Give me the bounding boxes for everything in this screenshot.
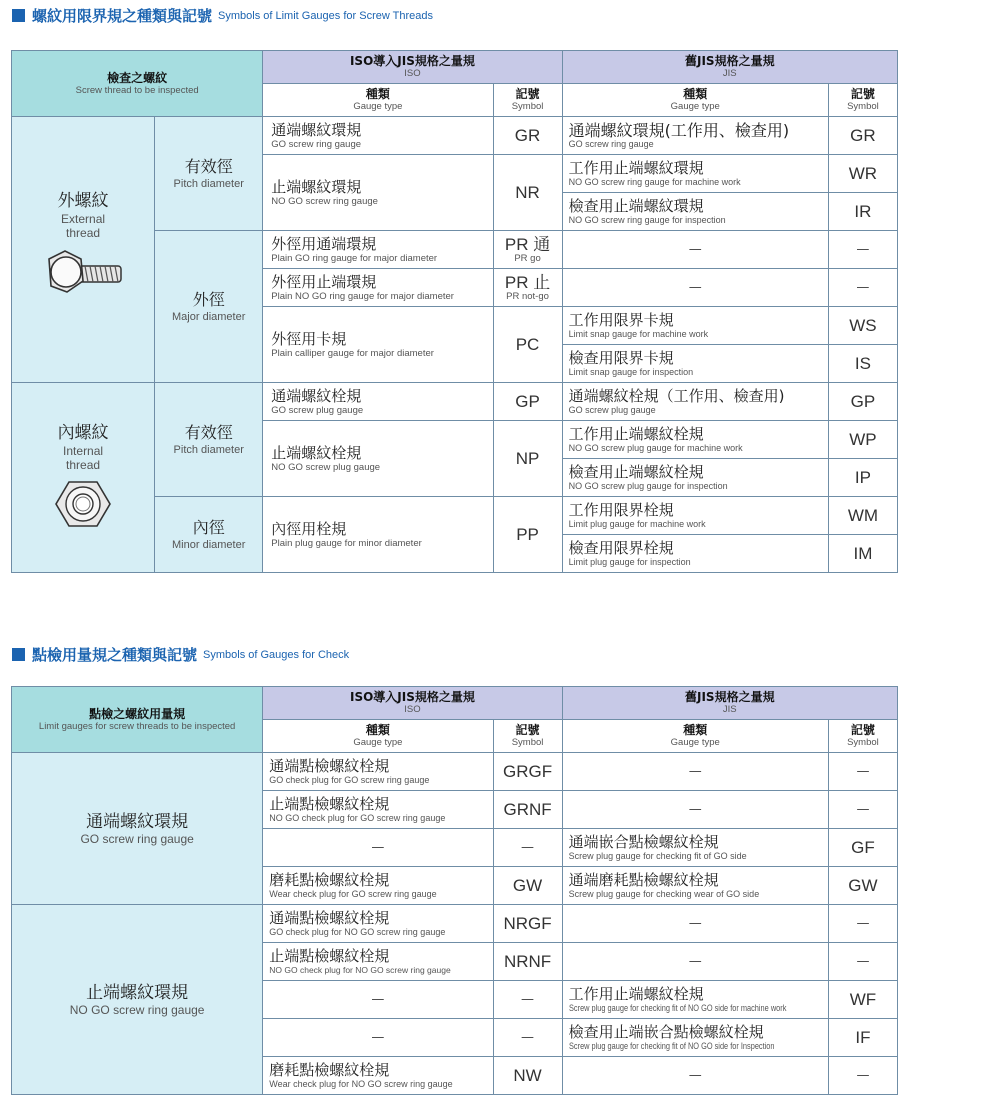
iso-pr-go-cell: 外徑用通端環規 Plain GO ring gauge for major diameter bbox=[263, 231, 493, 269]
jis-gf-symbol: GF bbox=[828, 829, 897, 867]
jis-wp-cell: 工作用止端螺紋栓規 NO GO screw plug gauge for machine work bbox=[562, 421, 828, 459]
jis-if-symbol: IF bbox=[828, 1019, 897, 1057]
jis-gr-symbol: GR bbox=[828, 117, 897, 155]
iso-nr-symbol: NR bbox=[493, 155, 562, 231]
jis-gw-symbol: GW bbox=[828, 867, 897, 905]
iso-grnf-symbol: GRNF bbox=[493, 791, 562, 829]
inspected-thread-header: 檢查之螺紋 Screw thread to be inspected bbox=[12, 51, 263, 117]
jis-ir-cell: 檢查用止端螺紋環規 NO GO screw ring gauge for inspection bbox=[562, 193, 828, 231]
iso-pp-symbol: PP bbox=[493, 497, 562, 573]
jis-gr-cell: 通端螺紋環規(工作用、檢查用) GO screw ring gauge bbox=[562, 117, 828, 155]
nogo-ring-gauge-cell: 止端螺紋環規 NO GO screw ring gauge bbox=[12, 905, 263, 1095]
jis-dash: — bbox=[828, 269, 897, 307]
go-ring-gauge-cell: 通端螺紋環規 GO screw ring gauge bbox=[12, 753, 263, 905]
jis-wf-symbol: WF bbox=[828, 981, 897, 1019]
iso-gp-symbol: GP bbox=[493, 383, 562, 421]
iso-pr-notgo-symbol: PR 止 PR not-go bbox=[493, 269, 562, 307]
jis-wp-symbol: WP bbox=[828, 421, 897, 459]
iso-dash: — bbox=[493, 829, 562, 867]
section2-title-zh: 點檢用量規之種類與記號 bbox=[32, 646, 198, 664]
section1-title bbox=[12, 5, 433, 26]
jis-im-cell: 檢查用限界栓規 Limit plug gauge for inspection bbox=[562, 535, 828, 573]
section-bullet-icon bbox=[12, 648, 25, 661]
iso-dash: — bbox=[263, 829, 493, 867]
iso-symbol-header: 記號 Symbol bbox=[493, 720, 562, 753]
jis-dash: — bbox=[828, 231, 897, 269]
jis-im-symbol: IM bbox=[828, 535, 897, 573]
iso-pp-cell: 內徑用栓規 Plain plug gauge for minor diameter bbox=[263, 497, 493, 573]
bolt-icon bbox=[41, 248, 125, 306]
iso-grgf-cell: 通端點檢螺紋栓規 GO check plug for GO screw ring gauge bbox=[263, 753, 493, 791]
external-thread-cell: 外螺紋 External thread bbox=[12, 117, 155, 383]
iso-pr-go-symbol: PR 通 PR go bbox=[493, 231, 562, 269]
iso-header: ISO導入JIS規格之量規 ISO bbox=[263, 687, 562, 720]
nut-icon bbox=[54, 478, 112, 530]
jis-gf-cell: 通端嵌合點檢螺紋栓規 Screw plug gauge for checking fit of GO side bbox=[562, 829, 828, 867]
iso-nw-symbol: NW bbox=[493, 1057, 562, 1095]
jis-dash: — bbox=[562, 943, 828, 981]
jis-wf-cell: 工作用止端螺紋栓規 Screw plug gauge for checking fit of NO GO side for machine work bbox=[562, 981, 828, 1019]
iso-gw-symbol: GW bbox=[493, 867, 562, 905]
jis-dash: — bbox=[828, 791, 897, 829]
iso-pc-symbol: PC bbox=[493, 307, 562, 383]
inspected-gauge-header: 點檢之螺紋用量規 Limit gauges for screw threads to be inspected bbox=[12, 687, 263, 753]
jis-dash: — bbox=[828, 905, 897, 943]
jis-dash: — bbox=[562, 905, 828, 943]
iso-symbol-header: 記號 Symbol bbox=[493, 84, 562, 117]
jis-dash: — bbox=[828, 753, 897, 791]
jis-gp-symbol: GP bbox=[828, 383, 897, 421]
iso-nr-cell: 止端螺紋環規 NO GO screw ring gauge bbox=[263, 155, 493, 231]
check-gauge-table bbox=[11, 686, 898, 1095]
iso-nrgf-cell: 通端點檢螺紋栓規 GO check plug for NO GO screw ring gauge bbox=[263, 905, 493, 943]
iso-nw-cell: 磨耗點檢螺紋栓規 Wear check plug for NO GO screw ring gauge bbox=[263, 1057, 493, 1095]
jis-ip-cell: 檢查用止端螺紋栓規 NO GO screw plug gauge for inspection bbox=[562, 459, 828, 497]
internal-thread-cell: 內螺紋 Internal thread bbox=[12, 383, 155, 573]
jis-type-header: 種類 Gauge type bbox=[562, 84, 828, 117]
jis-dash: — bbox=[562, 1057, 828, 1095]
jis-gw-cell: 通端磨耗點檢螺紋栓規 Screw plug gauge for checking wear of GO side bbox=[562, 867, 828, 905]
section-bullet-icon bbox=[12, 9, 25, 22]
jis-wr-symbol: WR bbox=[828, 155, 897, 193]
section1-title-en: Symbols of Limit Gauges for Screw Threads bbox=[218, 9, 434, 22]
iso-dash: — bbox=[263, 1019, 493, 1057]
jis-dash: — bbox=[562, 231, 828, 269]
jis-dash: — bbox=[562, 791, 828, 829]
jis-dash: — bbox=[562, 269, 828, 307]
internal-pitch-diameter-cell: 有效徑 Pitch diameter bbox=[155, 383, 263, 497]
limit-gauge-table bbox=[11, 50, 898, 573]
iso-np-symbol: NP bbox=[493, 421, 562, 497]
jis-wr-cell: 工作用止端螺紋環規 NO GO screw ring gauge for machine work bbox=[562, 155, 828, 193]
iso-dash: — bbox=[493, 981, 562, 1019]
iso-type-header: 種類 Gauge type bbox=[263, 84, 493, 117]
jis-type-header: 種類 Gauge type bbox=[562, 720, 828, 753]
jis-is-cell: 檢查用限界卡規 Limit snap gauge for inspection bbox=[562, 345, 828, 383]
jis-ws-cell: 工作用限界卡規 Limit snap gauge for machine work bbox=[562, 307, 828, 345]
section1-title-zh: 螺紋用限界規之種類與記號 bbox=[32, 7, 213, 25]
iso-nrnf-cell: 止端點檢螺紋栓規 NO GO check plug for NO GO screw ring gauge bbox=[263, 943, 493, 981]
jis-symbol-header: 記號 Symbol bbox=[828, 720, 897, 753]
iso-gw-cell: 磨耗點檢螺紋栓規 Wear check plug for GO screw ring gauge bbox=[263, 867, 493, 905]
section2-title bbox=[12, 644, 349, 665]
iso-type-header: 種類 Gauge type bbox=[263, 720, 493, 753]
iso-gr-symbol: GR bbox=[493, 117, 562, 155]
jis-dash: — bbox=[828, 1057, 897, 1095]
jis-header: 舊JIS規格之量規 JIS bbox=[562, 687, 897, 720]
jis-dash: — bbox=[828, 943, 897, 981]
iso-grgf-symbol: GRGF bbox=[493, 753, 562, 791]
iso-pc-cell: 外徑用卡規 Plain calliper gauge for major diameter bbox=[263, 307, 493, 383]
external-pitch-diameter-cell: 有效徑 Pitch diameter bbox=[155, 117, 263, 231]
internal-minor-diameter-cell: 內徑 Minor diameter bbox=[155, 497, 263, 573]
iso-dash: — bbox=[263, 981, 493, 1019]
iso-nrgf-symbol: NRGF bbox=[493, 905, 562, 943]
iso-dash: — bbox=[493, 1019, 562, 1057]
external-major-diameter-cell: 外徑 Major diameter bbox=[155, 231, 263, 383]
section2-title-en: Symbols of Gauges for Check bbox=[203, 648, 350, 661]
iso-pr-notgo-cell: 外徑用止端環規 Plain NO GO ring gauge for major diameter bbox=[263, 269, 493, 307]
iso-header: ISO導入JIS規格之量規 ISO bbox=[263, 51, 562, 84]
jis-ir-symbol: IR bbox=[828, 193, 897, 231]
jis-if-cell: 檢查用止端嵌合點檢螺紋栓規 Screw plug gauge for checking fit of NO GO side for Inspection bbox=[562, 1019, 828, 1057]
iso-nrnf-symbol: NRNF bbox=[493, 943, 562, 981]
jis-dash: — bbox=[562, 753, 828, 791]
jis-ip-symbol: IP bbox=[828, 459, 897, 497]
jis-symbol-header: 記號 Symbol bbox=[828, 84, 897, 117]
jis-wm-cell: 工作用限界栓規 Limit plug gauge for machine work bbox=[562, 497, 828, 535]
iso-grnf-cell: 止端點檢螺紋栓規 NO GO check plug for GO screw ring gauge bbox=[263, 791, 493, 829]
jis-is-symbol: IS bbox=[828, 345, 897, 383]
jis-header: 舊JIS規格之量規 JIS bbox=[562, 51, 897, 84]
jis-gp-cell: 通端螺紋栓規（工作用、檢查用) GO screw plug gauge bbox=[562, 383, 828, 421]
jis-wm-symbol: WM bbox=[828, 497, 897, 535]
iso-np-cell: 止端螺紋栓規 NO GO screw plug gauge bbox=[263, 421, 493, 497]
iso-gr-cell: 通端螺紋環規 GO screw ring gauge bbox=[263, 117, 493, 155]
jis-ws-symbol: WS bbox=[828, 307, 897, 345]
iso-gp-cell: 通端螺紋栓規 GO screw plug gauge bbox=[263, 383, 493, 421]
